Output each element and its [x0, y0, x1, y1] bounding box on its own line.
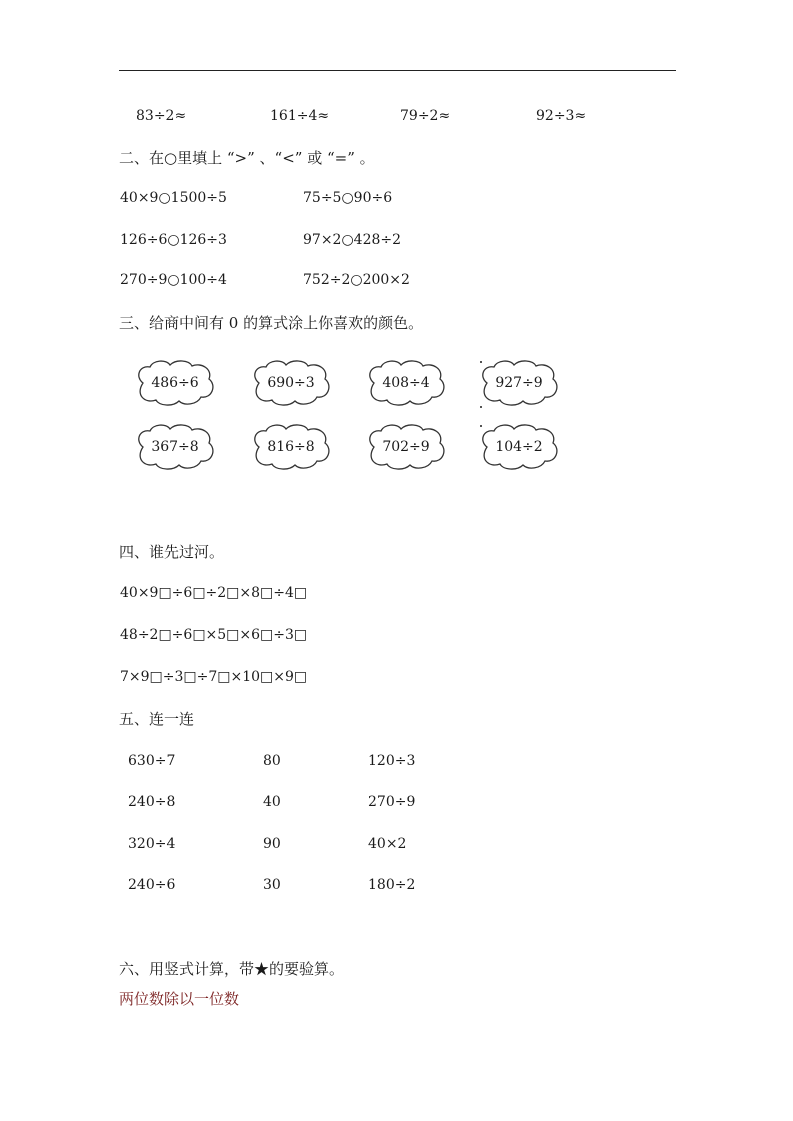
match-middle[interactable]: 40 [263, 794, 281, 810]
compare-item: 126÷6○126÷3 [120, 232, 227, 248]
estimate-item: 83÷2≈ [136, 108, 187, 124]
cloud-label: 486÷6 [151, 375, 199, 391]
stray-mark [480, 425, 482, 427]
chain-row[interactable]: 7×9□÷3□÷7□×10□×9□ [120, 669, 308, 685]
cloud-label: 367÷8 [151, 439, 199, 455]
match-middle[interactable]: 90 [263, 836, 281, 852]
cloud-expression[interactable] [364, 357, 448, 409]
cloud-expression[interactable] [364, 421, 448, 473]
cloud-label: 702÷9 [382, 439, 430, 455]
cloud-expression[interactable] [249, 357, 333, 409]
compare-item: 40×9○1500÷5 [120, 190, 227, 206]
cloud-label: 927÷9 [495, 375, 543, 391]
stray-mark [480, 361, 482, 363]
match-middle[interactable]: 30 [263, 877, 281, 893]
section-heading: 四、谁先过河。 [119, 543, 225, 561]
cloud-expression[interactable] [133, 421, 217, 473]
cloud-expression[interactable] [477, 421, 561, 473]
cloud-expression[interactable] [477, 357, 561, 409]
cloud-label: 104÷2 [495, 439, 543, 455]
match-right[interactable]: 180÷2 [368, 877, 416, 893]
compare-item: 752÷2○200×2 [303, 272, 410, 288]
match-right[interactable]: 270÷9 [368, 794, 416, 810]
cloud-label: 408÷4 [382, 375, 430, 391]
compare-item: 270÷9○100÷4 [120, 272, 227, 288]
estimate-item: 79÷2≈ [400, 108, 451, 124]
subheading: 两位数除以一位数 [119, 990, 240, 1008]
section-heading: 二、在○里填上 “>” 、“<” 或 “=” 。 [119, 149, 375, 167]
match-left[interactable]: 240÷6 [128, 877, 176, 893]
header-rule [119, 70, 676, 71]
compare-item: 97×2○428÷2 [303, 232, 402, 248]
chain-row[interactable]: 40×9□÷6□÷2□×8□÷4□ [120, 585, 308, 601]
compare-item: 75÷5○90÷6 [303, 190, 393, 206]
match-left[interactable]: 240÷8 [128, 794, 176, 810]
match-left[interactable]: 630÷7 [128, 753, 176, 769]
match-left[interactable]: 320÷4 [128, 836, 176, 852]
estimate-item: 161÷4≈ [270, 108, 330, 124]
stray-mark [480, 406, 482, 408]
match-right[interactable]: 120÷3 [368, 753, 416, 769]
match-middle[interactable]: 80 [263, 753, 281, 769]
section-heading: 六、用竖式计算，带★的要验算。 [119, 960, 345, 978]
cloud-expression[interactable] [133, 357, 217, 409]
match-right[interactable]: 40×2 [368, 836, 407, 852]
estimate-item: 92÷3≈ [536, 108, 587, 124]
cloud-label: 816÷8 [267, 439, 315, 455]
chain-row[interactable]: 48÷2□÷6□×5□×6□÷3□ [120, 627, 308, 643]
cloud-expression[interactable] [249, 421, 333, 473]
section-heading: 三、给商中间有 0 的算式涂上你喜欢的颜色。 [119, 314, 424, 332]
cloud-label: 690÷3 [267, 375, 315, 391]
section-heading: 五、连一连 [119, 710, 195, 728]
